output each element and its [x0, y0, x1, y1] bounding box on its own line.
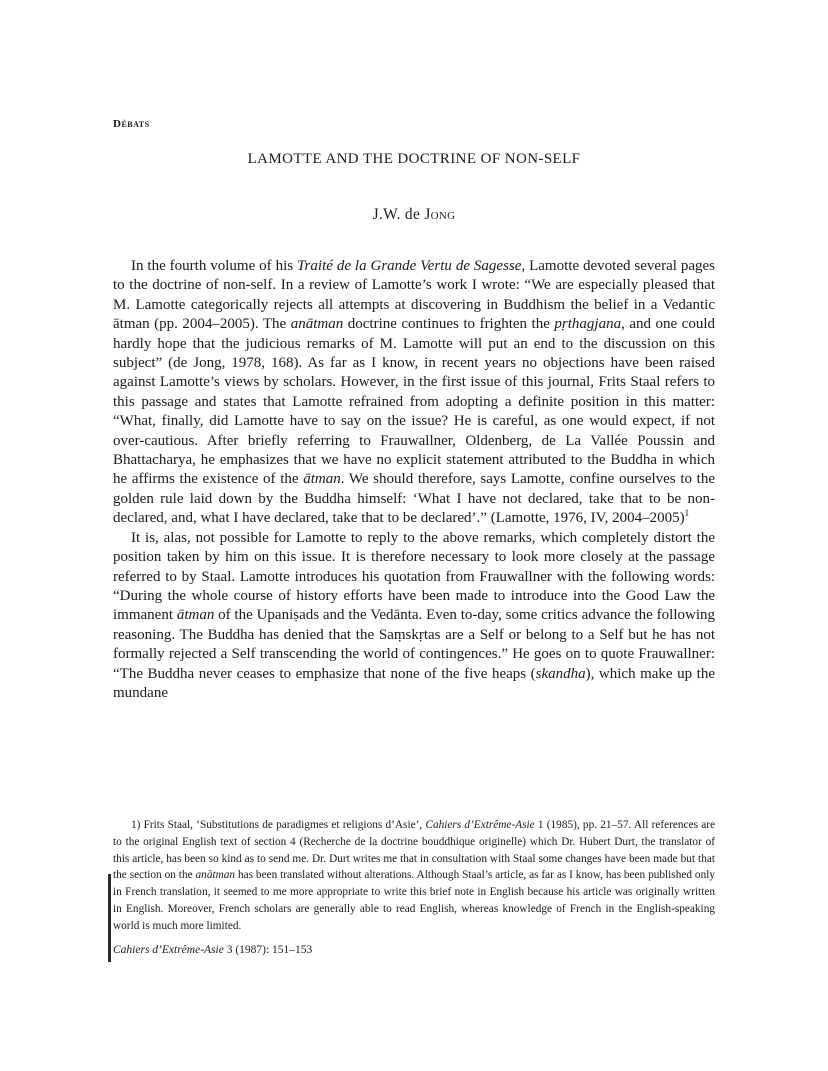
italic-text: anātman — [195, 869, 236, 882]
author-surname: Jong — [424, 206, 456, 223]
italic-text: Traité de la Grande Vertu de Sagesse — [297, 258, 522, 274]
text-run: , and one could hardly hope that the judicious remarks of M. Lamotte will put an end to the discussion on this subject” (de Jong, 1978, 168). As far as I know, in recent years no objections have been raised against Lamotte’s views by scholars. However, in the first issue of this journal, Frits Staal refers to this passage and states that Lamotte refrained from adopting a definite position in this matter: “What, finally, did Lamotte have to say on the issue? He is careful, as one would expect, if not over-cautious. After briefly referring to Frauwallner, Oldenberg, de La Vallée Poussin and Bhattacharya, he emphasizes that we have no explicit statement attributed to the Buddha in which he affirms the existence of the — [113, 316, 716, 488]
italic-text: skandha — [535, 665, 586, 682]
text-run: 1 (1985), pp. 21–57. All references are to the original English text of section 4 (Recherche de la doctrine bouddhique originelle) which Dr. Hubert Durt, the translator of this article, has been so kind as to send me. Dr. Durt writes me that in consultation with Staal some changes have been made but that the section on the — [113, 819, 715, 882]
text-run: . We should therefore, says Lamotte, confine ourselves to the golden rule laid down by the Buddha himself: ‘What I have not declared, take that to be non-declared, and, what I have declared, take that to be declared’.” (Lamotte, 1976, IV, 2004–2005) — [113, 471, 715, 527]
footer-citation: 3 (1987): 151–153 — [223, 944, 313, 956]
text-run: has been translated without alterations. Although Staal’s article, as far as I know, has been published only in French translation, it seemed to me more appropriate to write this brief note in English because his article was originally written in English. Moreover, French scholars are generally able to read English, whereas knowledge of French in the English-speaking world is much more limited. — [113, 869, 716, 932]
text-run: It is, alas, not possible for Lamotte to reply to the above remarks, which completely distort the position taken by him on this issue. It is therefore necessary to look more closely at the passage referred to by Staal. Lamotte introduces his quotation from Frauwallner with the following words: “During the whole course of history efforts have been made to introduce into the Good Law the immanent — [113, 529, 715, 624]
footnote — [113, 817, 715, 935]
text-run: ), which make up the mundane — [113, 665, 715, 701]
text-run: In the fourth volume of his — [131, 258, 298, 274]
article-author — [113, 206, 715, 224]
text-run: 1) Frits Staal, ‘Substitutions de paradigmes et religions d’Asie’, — [131, 819, 426, 831]
text-run: doctrine continues to frighten the — [343, 316, 555, 333]
author-initials: J.W. de — [372, 206, 421, 223]
page-footer — [113, 944, 312, 956]
text-run: , Lamotte devoted several pages to the doctrine of non-self. In a review of Lamotte’s work I wrote: “We are especially pleased that M. Lamotte categorically rejects all attempts at discovering in Buddhism the belief in a Vedantic ātman (pp. 2004–2005). The — [113, 258, 715, 333]
article-title: LAMOTTE AND THE DOCTRINE OF NON-SELF — [247, 151, 581, 167]
margin-scan-mark — [108, 874, 111, 962]
body-paragraph — [113, 529, 715, 704]
italic-text: ātman — [303, 471, 341, 488]
footnotes — [113, 817, 715, 935]
footnote-ref: 1 — [684, 508, 690, 519]
text-run: of the Upaniṣads and the Vedānta. Even to-day, some critics advance the following reasoning. The Buddha has denied that the Saṃskṛtas are a Self or belong to a Self but he has not formally rejected a Self transcending the world of contingences.” He goes on to quote Frauwallner: “The Buddha never ceases to emphasize that none of the five heaps ( — [113, 607, 715, 682]
body-paragraph — [113, 257, 715, 529]
italic-text: ātman — [176, 607, 215, 624]
italic-text: Cahiers d’Extrême-Asie — [425, 819, 535, 831]
italic-text: pṛthagjana — [554, 316, 622, 333]
running-head: Débats — [113, 118, 150, 130]
footer-journal: Cahiers d’Extrême-Asie — [113, 944, 224, 956]
article-body — [113, 257, 715, 703]
italic-text: anātman — [290, 316, 344, 333]
